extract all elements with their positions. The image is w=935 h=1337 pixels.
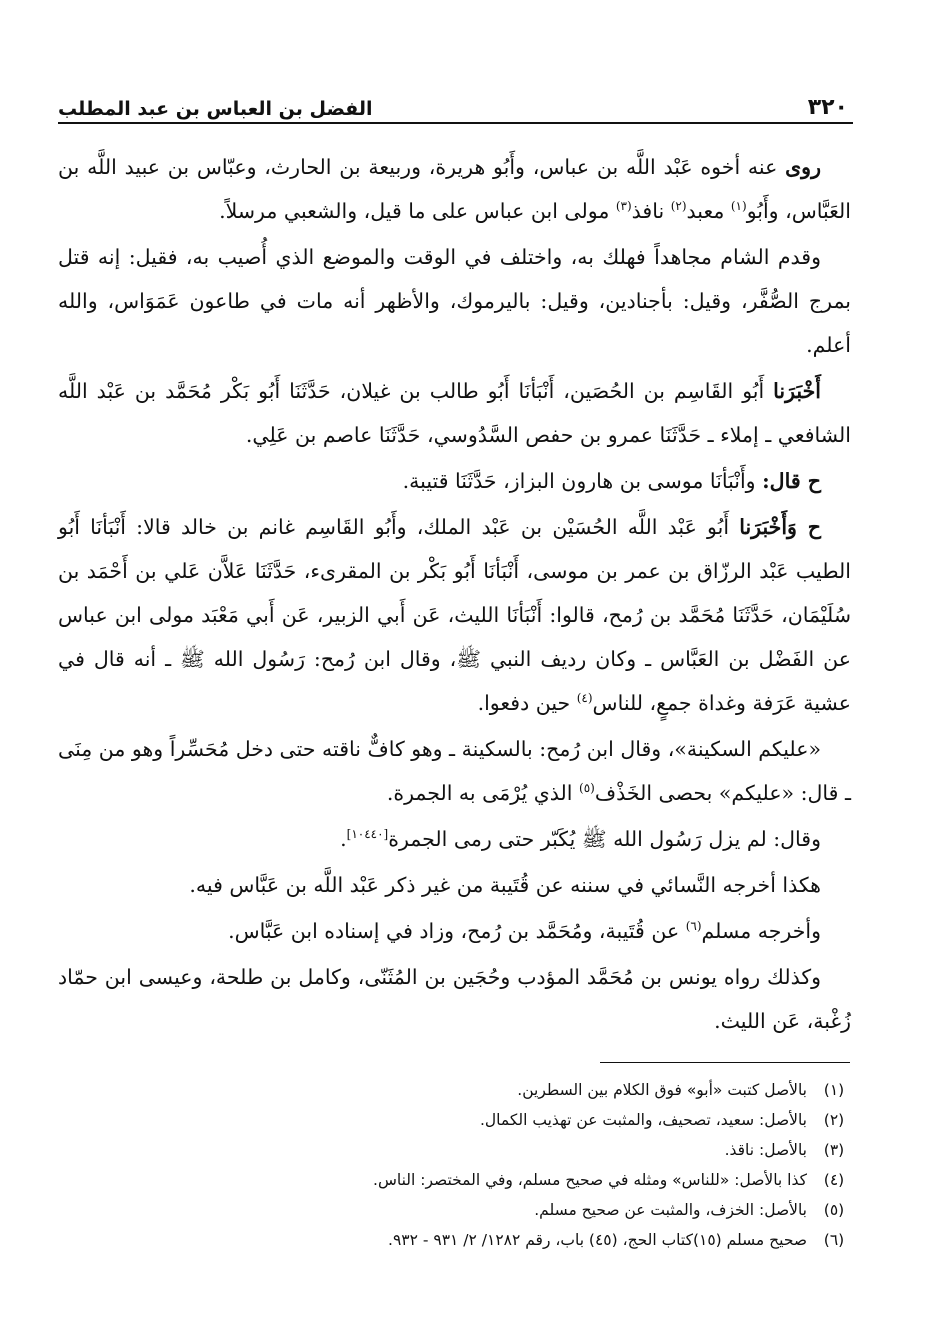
- footnote-rule: [600, 1062, 850, 1063]
- paragraph-lead: روى: [785, 155, 821, 179]
- footnote-5: [58, 1195, 851, 1225]
- paragraph-text: عنه أخوه عَبْد اللَّه بن عباس، وأَبُو هريرة، وربيعة بن الحارث، وعبّاس بن عبيد اللَّه بن العَبَّاس، وأَبُو: [58, 155, 851, 223]
- footnote-number: (١): [823, 1081, 845, 1099]
- paragraph-text: عن قُتَيبة، ومُحَمَّد بن رُمح، وزاد في إسناده ابن عَبَّاس.: [228, 919, 686, 943]
- footnote-ref: (٤): [576, 691, 593, 706]
- footnote-3: [58, 1135, 851, 1165]
- paragraph-isnad-1: [58, 369, 851, 457]
- main-text: [58, 145, 851, 1045]
- paragraph-text: وأخرجه مسلم: [701, 919, 821, 943]
- footnote-text: كذا بالأصل: «للناس» ومثله في صحيح مسلم، وفي المختصر: الناس.: [373, 1171, 807, 1189]
- paragraph-lead: ح قال:: [762, 469, 821, 493]
- footnote-ref: (٣): [615, 199, 632, 214]
- footnote-number: (٤): [823, 1171, 845, 1189]
- paragraph-text: الذي يُرْمَى به الجمرة.: [386, 781, 579, 805]
- paragraph-death: وقدم الشام مجاهداً فهلك به، واختلف في الوقت والموضع الذي أُصيب به، فقيل: إنه قتل بمرج الصُّفَّر، وقيل: بأجنادين، وقيل: باليرموك، والأظهر أنه مات في طاعون عَمَوَاس، والله أعلم.: [58, 245, 851, 357]
- paragraph-isnad-3: [58, 505, 851, 725]
- paragraph-nasai: هكذا أخرجه النَّسائي في سننه عن قُتَيبة من غير ذكر عَبْد اللَّه بن عَبَّاس فيه.: [189, 873, 821, 897]
- page-header: [58, 80, 848, 120]
- paragraph-other-narrations: وكذلك رواه يونس بن مُحَمَّد المؤدب وحُجَين بن المُثَنّى، وكامل بن طلحة، وعيسى ابن حمّاد زُغْبة، عَن الليث.: [58, 965, 851, 1033]
- footnote-2: [58, 1105, 851, 1135]
- paragraph-muslim: [58, 909, 851, 953]
- footnote-ref: (٢): [670, 199, 687, 214]
- paragraph-text: مولى ابن عباس على ما قيل، والشعبي مرسلاً.: [219, 199, 616, 223]
- paragraph-lead: أَخْبَرَنا: [773, 379, 821, 403]
- paragraph-text: أَبُو عَبْد اللَّه الحُسَيْن بن عَبْد الملك، وأَبُو القَاسِم غانم بن خالد قالا: أَنْبَأنَا أَبُو الطيب عَبْد الرزّاق بن عمر بن موسى، أَنْبَأنَا أَبُو بَكْر بن المقرىء، حَدَّثَنَا عَلاَّن عَلي بن أَحْمَد بن سُلَيْمَان، حَدَّثَنَا مُحَمَّد بن رُمح، قالوا: أَنْبَأنَا الليث، عَن أَبي الزبير، عَن أَبي مَعْبَد مولى ابن عباس عن الفَضْل بن العَبَّاس ـ وكان رديف النبي ﷺ، وقال ابن رُمح: رَسُول الله ﷺ ـ أنه قال في عشية عَرَفة وغداة جمعٍ، للناس: [58, 515, 851, 715]
- footnote-text: بالأصل: ناقذ.: [724, 1141, 807, 1159]
- paragraph-text: «عليكم السكينة»، وقال ابن رُمح: بالسكينة ـ وهو كافٌّ ناقته حتى دخل مُحَسِّراً وهو من مِنَى ـ قال: «عليكم» بحصى الخَذْف: [58, 737, 851, 805]
- hadith-number: [١٠٤٤٠]: [346, 827, 389, 842]
- header-rule: [58, 122, 853, 124]
- paragraph-text: وأَنْبَأنَا موسى بن هارون البزاز، حَدَّثَنَا قتيبة.: [402, 469, 763, 493]
- footnote-text: صحيح مسلم (١٥)كتاب الحج، (٤٥) باب، رقم ١٢٨٢/ ٢/ ٩٣١ - ٩٣٢.: [388, 1231, 807, 1249]
- footnotes: [58, 1075, 851, 1255]
- paragraph-isnad-2: [58, 459, 851, 503]
- page-number: ٣٢٠: [807, 95, 848, 120]
- footnote-number: (٥): [823, 1201, 845, 1219]
- footnote-text: بالأصل: الخزف، والمثبت عن صحيح مسلم.: [534, 1201, 807, 1219]
- footnote-text: بالأصل: سعيد، تصحيف، والمثبت عن تهذيب الكمال.: [479, 1111, 807, 1129]
- paragraph-text: معبد: [686, 199, 731, 223]
- paragraph-hadith: [58, 727, 851, 815]
- paragraph-text: أَبُو القَاسِم بن الحُصَين، أَنْبَأنَا أَبُو طالب بن غيلان، حَدَّثَنَا أَبُو بَكْر مُحَمَّد بن عَبْد اللَّه الشافعي ـ إملاء ـ حَدَّثَنَا عمرو بن حفص السَّدُوسي، حَدَّثَنَا عاصم بن عَلِي.: [58, 379, 851, 447]
- footnote-number: (٣): [823, 1141, 845, 1159]
- footnote-text: بالأصل كتبت «أبو» فوق الكلام بين السطرين.: [517, 1081, 807, 1099]
- paragraph-hadith-end: [58, 817, 851, 861]
- running-head: الفضل بن العباس بن عبد المطلب: [58, 98, 373, 120]
- footnote-6: [58, 1225, 851, 1255]
- footnote-number: (٢): [823, 1111, 845, 1129]
- footnote-4: [58, 1165, 851, 1195]
- footnote-ref: (١): [730, 199, 747, 214]
- paragraph-text: وقال: لم يزل رَسُول الله ﷺ يُكَبّر حتى رمى الجمرة: [388, 827, 821, 851]
- paragraph-text: حين دفعوا.: [477, 691, 577, 715]
- paragraph-text: .: [340, 827, 347, 851]
- footnote-number: (٦): [823, 1231, 845, 1249]
- paragraph-lead: ح وَأَخْبَرَنا: [739, 515, 821, 539]
- footnote-ref: (٥): [579, 781, 595, 796]
- footnote-ref: (٦): [685, 919, 702, 934]
- paragraph-narrators: [58, 145, 851, 233]
- footnote-1: [58, 1075, 851, 1105]
- paragraph-text: نافذ: [631, 199, 671, 223]
